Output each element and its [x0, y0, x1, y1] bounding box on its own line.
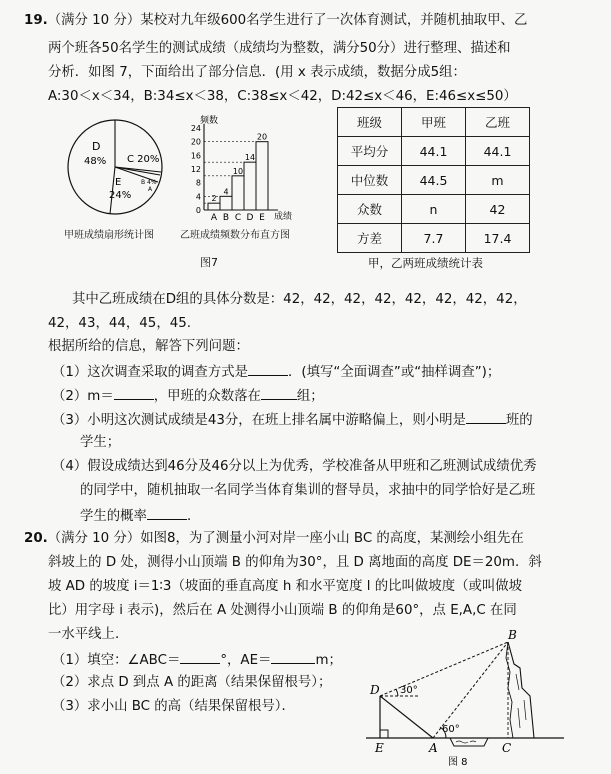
table-cell: m: [466, 166, 530, 195]
table-cell: 众数: [338, 195, 402, 224]
right-angle-mark: [380, 730, 388, 738]
q19-groups: A:30＜x＜34，B:34≤x＜38，C:38≤x＜42，D:42≤x＜46，E:46≤x≤50）: [48, 89, 517, 104]
q20-line4: 比）用字母 i 表示)，然后在 A 处测得小山顶端 B 的仰角是60°，点 E,A,C 在同: [48, 603, 517, 618]
hist-y-tick-label: 24: [190, 124, 201, 133]
answer-blank[interactable]: [147, 506, 187, 520]
hist-y-tick-label: 8: [195, 178, 201, 188]
label-d: D: [370, 683, 380, 697]
figure-8-caption: 图 8: [448, 757, 468, 768]
q19-part2-text: （2）m＝: [52, 389, 114, 404]
q20-sub3: （3）求小山 BC 的高（结果保留根号）．: [52, 699, 295, 714]
q19-part3-text2: 班的: [505, 413, 533, 428]
table-cell: 44.1: [466, 137, 530, 166]
table-cell: 中位数: [338, 166, 402, 195]
q19-part4-line2: 的同学中，随机抽取一名同学当体育集训的督导员，求抽中的同学恰好是乙班: [80, 483, 536, 498]
pie-label-d-pct: 48%: [84, 156, 107, 167]
hist-ylabel: 频数: [200, 116, 219, 126]
q20-sub1-text: （1）填空：∠ABC＝: [52, 653, 181, 668]
q19-line2: 两个班各50名学生的测试成绩（成绩均为整数，满分50分）进行整理、描述和: [48, 41, 511, 56]
hist-category-label: B: [222, 213, 230, 223]
table-caption: 甲，乙两班成绩统计表: [368, 256, 483, 270]
q19-part3-text: （3）小明这次测试成绩是43分，在班上排名属中游略偏上，则小明是: [52, 413, 466, 428]
table-header: 班级: [338, 108, 402, 137]
hist-y-tick-label: 16: [190, 151, 201, 161]
q20-sub1-text2: °，AE＝: [220, 653, 272, 668]
q19-number: 19.: [24, 13, 48, 28]
q19-line1: [24, 12, 527, 30]
label-e: E: [375, 741, 384, 755]
hist-value-label: 14: [244, 153, 256, 163]
table-cell: 17.4: [466, 224, 530, 253]
table-row: [338, 195, 530, 224]
hist-value-label: 20: [256, 132, 268, 142]
river: [450, 738, 488, 746]
hist-bar: [232, 176, 244, 210]
hist-category-label: C: [234, 213, 242, 223]
table-cell: 44.5: [402, 166, 466, 195]
label-b: B: [508, 628, 517, 642]
histogram: [180, 112, 320, 224]
q20-line5: 一水平线上．: [48, 627, 129, 642]
answer-blank[interactable]: [261, 386, 297, 400]
hist-value-label: 4: [223, 187, 229, 197]
pie-label-b: B 4%: [141, 179, 157, 186]
table-row: [338, 166, 530, 195]
q19-part4-line3: [80, 506, 200, 526]
figure-8: [358, 628, 572, 768]
hist-bar: [220, 196, 232, 210]
stats-table: [337, 107, 530, 253]
answer-blank[interactable]: [248, 362, 288, 376]
q20-number: 20.: [24, 531, 48, 546]
hist-value-label: 2: [211, 194, 217, 204]
hist-category-label: A: [210, 213, 218, 223]
hist-bar: [256, 142, 268, 210]
pie-label-a: A: [148, 186, 153, 193]
q19-part2-text2: ，甲班的众数落在: [153, 389, 261, 404]
table-row: [338, 137, 530, 166]
hist-xlabel: 成绩: [274, 212, 293, 222]
q19-part3-cont: 学生；: [80, 435, 121, 450]
hist-category-label: D: [246, 213, 254, 223]
q19-part2: [52, 386, 324, 406]
q19-intro: （满分 10 分）某校对九年级600名学生进行了一次体育测试，并随机抽取甲、乙: [47, 13, 528, 28]
q20-sub1-text3: m；: [315, 653, 342, 668]
table-cell: 7.7: [402, 224, 466, 253]
angle-arc-30: [396, 689, 398, 696]
pie-chart: [60, 112, 190, 224]
pie-caption: 甲班成绩扇形统计图: [64, 230, 154, 241]
q19-part4-period: ．: [186, 509, 201, 524]
pie-label-e: E: [115, 177, 122, 188]
q20-line1: [24, 530, 524, 548]
table-header-row: [338, 108, 530, 137]
figure-7-caption: 图7: [200, 256, 218, 269]
answer-blank[interactable]: [466, 410, 506, 424]
table-cell: 方差: [338, 224, 402, 253]
q19-part3: [52, 410, 533, 430]
d-group-line1: 其中乙班成绩在D组的具体分数是：42，42，42，42，42，42，42，42，: [72, 292, 527, 307]
q19-part1: [52, 362, 500, 382]
q20-intro: （满分 10 分）如图8，为了测量小河对岸一座小山 BC 的高度，某测绘小组先在: [47, 531, 524, 546]
answer-blank[interactable]: [271, 650, 315, 664]
q20-line2: 斜坡上的 D 处，测得小山顶端 B 的仰角为30°，且 D 离地面的高度 DE＝20m．斜: [48, 555, 542, 570]
q19-part4-line1: （4）假设成绩达到46分及46分以上为优秀，学校准备从甲班和乙班测试成绩优秀: [52, 459, 537, 474]
hist-y-tick-label: 4: [195, 192, 201, 202]
hist-bar: [208, 203, 220, 210]
table-cell: 44.1: [402, 137, 466, 166]
hist-y-tick-label: 0: [195, 206, 201, 215]
label-angle-60: 60°: [442, 724, 460, 735]
hist-caption: 乙班成绩频数分布直方图: [180, 230, 290, 241]
hist-category-label: E: [259, 213, 265, 223]
q19-line3: 分析．如图 7，下面给出了部分信息．(用 x 表示成绩，数据分成5组：: [48, 65, 466, 80]
q20-sub2: （2）求点 D 到点 A 的距离（结果保留根号）；: [52, 675, 332, 690]
q19-part1-hint: ．(填写“全面调查”或“抽样调查”)；: [288, 365, 501, 380]
hist-bar: [244, 162, 256, 210]
table-cell: 42: [466, 195, 530, 224]
hist-value-label: 10: [232, 166, 244, 176]
hist-y-tick-label: 20: [190, 137, 201, 147]
answer-blank[interactable]: [180, 650, 220, 664]
q20-line3: 坡 AD 的坡度 i＝1∶3（坡面的垂直高度 h 和水平宽度 l 的比叫做坡度（或叫做坡: [48, 579, 523, 594]
pie-label-d: D: [92, 140, 101, 153]
table-cell: n: [402, 195, 466, 224]
table-cell: 平均分: [338, 137, 402, 166]
hist-y-tick-label: 12: [190, 165, 201, 174]
q19-prompt: 根据所给的信息，解答下列问题：: [48, 339, 249, 354]
label-a: A: [429, 741, 438, 755]
pie-label-c: C 20%: [127, 154, 160, 165]
pie-label-e-pct: 24%: [109, 190, 132, 201]
mountain-outline: [508, 642, 534, 738]
q19-part4-text: 学生的概率: [80, 509, 147, 524]
label-c: C: [502, 741, 512, 755]
table-row: [338, 224, 530, 253]
answer-blank[interactable]: [114, 386, 154, 400]
q19-part2-text3: 组；: [296, 389, 324, 404]
table-header: 乙班: [466, 108, 530, 137]
label-angle-30: 30°: [400, 685, 418, 696]
q19-part1-text: （1）这次调查采取的调查方式是: [52, 365, 248, 380]
river-waves: [456, 741, 476, 743]
q20-sub1: [52, 650, 342, 670]
table-header: 甲班: [402, 108, 466, 137]
d-group-line2: 42，43，44，45，45.: [48, 316, 192, 331]
